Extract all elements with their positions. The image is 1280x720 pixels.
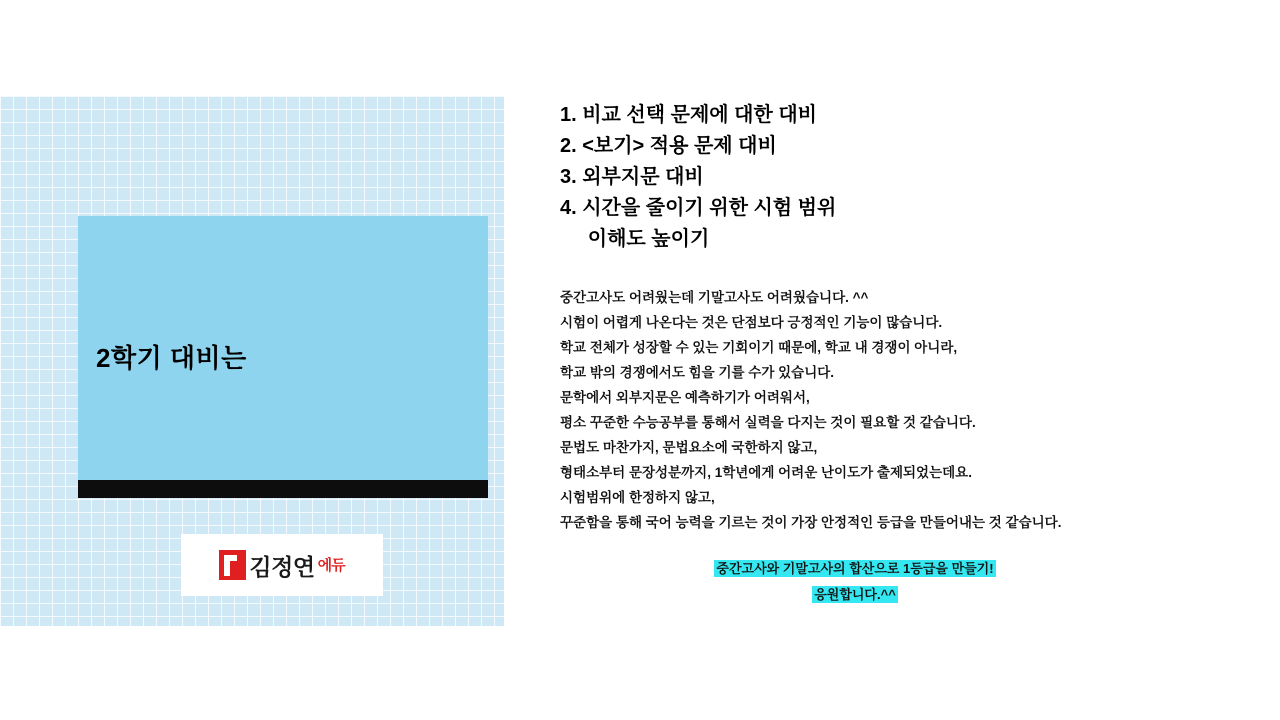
logo-inner (219, 549, 344, 582)
body-line: 꾸준함을 통해 국어 능력을 기르는 것이 가장 안정적인 등급을 만들어내는 것 같습니다. (560, 515, 1062, 530)
body-line: 시험이 어렵게 나온다는 것은 단점보다 긍정적인 기능이 많습니다. (560, 315, 943, 330)
content-panel (560, 100, 1220, 611)
body-line: 평소 꾸준한 수능공부를 통해서 실력을 다지는 것이 필요할 것 같습니다. (560, 415, 976, 430)
body-line: 형태소부터 문장성분까지, 1학년에게 어려운 난이도가 출제되었는데요. (560, 465, 972, 480)
list-item: 1. 비교 선택 문제에 대한 대비 (560, 104, 817, 126)
title-card (78, 216, 488, 480)
highlighted-text: 응원합니다.^^ (814, 587, 896, 602)
body-line: 학교 밖의 경쟁에서도 힘을 기를 수가 있습니다. (560, 365, 835, 380)
left-decorative-panel (0, 96, 504, 626)
body-line: 문법도 마찬가지, 문법요소에 국한하지 않고, (560, 440, 818, 455)
page-title: 2학기 대비는 (96, 343, 247, 373)
body-line: 시험범위에 한정하지 않고, (560, 490, 715, 505)
body-paragraph-block (560, 285, 1220, 535)
body-line: 문학에서 외부지문은 예측하기가 어려워서, (560, 390, 810, 405)
body-line: 중간고사도 어려웠는데 기말고사도 어려웠습니다. ^^ (560, 290, 869, 305)
numbered-list (560, 100, 1220, 255)
closing-line (560, 559, 1150, 579)
closing-block (560, 559, 1150, 605)
logo (181, 534, 383, 596)
list-item: 4. 시간을 줄이기 위한 시험 범위 (560, 197, 837, 219)
logo-name: 김정연 (249, 553, 315, 580)
list-item: 2. <보기> 적용 문제 대비 (560, 135, 777, 157)
closing-line (560, 585, 1150, 605)
list-item: 3. 외부지문 대비 (560, 166, 704, 188)
logo-suffix: 에듀 (317, 556, 345, 574)
title-underline-bar (78, 480, 488, 498)
flag-icon (219, 550, 246, 580)
body-line: 학교 전체가 성장할 수 있는 기회이기 때문에, 학교 내 경쟁이 아니라, (560, 340, 958, 355)
list-item: 이해도 높이기 (560, 228, 710, 250)
highlighted-text: 중간고사와 기말고사의 합산으로 1등급을 만들기! (716, 561, 994, 576)
